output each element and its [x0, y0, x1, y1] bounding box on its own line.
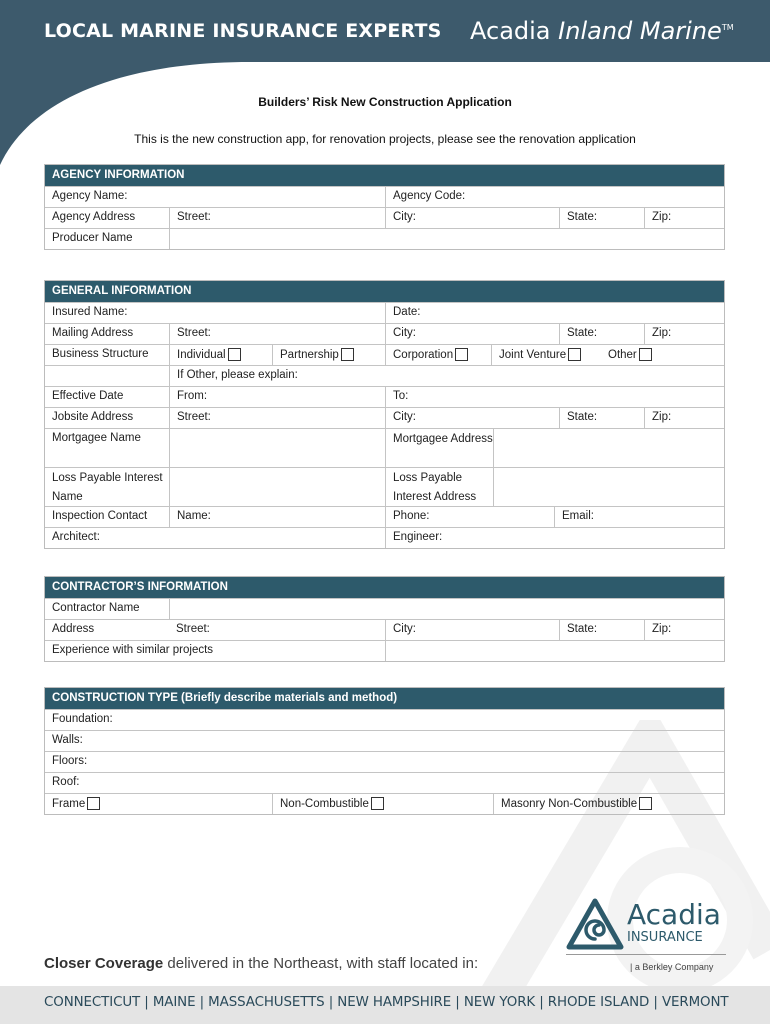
- jobsite-state-field[interactable]: State:: [559, 408, 644, 428]
- loss-payable-name-field[interactable]: [169, 468, 385, 506]
- general-row-business: [45, 344, 724, 365]
- jobsite-city-field[interactable]: City:: [385, 408, 559, 428]
- other-label: Other: [608, 349, 637, 361]
- document-subtitle: This is the new construction app, for renovation projects, please see the renovation application: [134, 132, 636, 146]
- contractor-row-experience: [45, 640, 724, 661]
- date-field[interactable]: Date:: [385, 303, 724, 323]
- agency-street-field[interactable]: Street:: [169, 208, 385, 228]
- corporation-checkbox[interactable]: [455, 348, 468, 361]
- non-combustible-option[interactable]: [272, 794, 493, 814]
- non-combustible-checkbox[interactable]: [371, 797, 384, 810]
- acadia-logo-word: Acadia: [627, 898, 721, 931]
- agency-state-field[interactable]: State:: [559, 208, 644, 228]
- masonry-checkbox[interactable]: [639, 797, 652, 810]
- tagline-rest: delivered in the Northeast, with staff located in:: [163, 955, 479, 972]
- joint-venture-option[interactable]: [491, 345, 601, 365]
- mailing-city-field[interactable]: City:: [385, 324, 559, 344]
- agency-row-producer: [45, 228, 724, 249]
- foundation-field[interactable]: Foundation:: [52, 713, 113, 725]
- engineer-field[interactable]: Engineer:: [385, 528, 724, 548]
- berkley-company-text: | a Berkley Company: [630, 962, 714, 972]
- construction-row-frame: [45, 793, 724, 814]
- general-row-jobsite: [45, 407, 724, 428]
- mortgagee-name-label: Mortgagee Name: [52, 432, 141, 444]
- frame-checkbox[interactable]: [87, 797, 100, 810]
- footer-tagline: [44, 955, 478, 972]
- individual-label: Individual: [177, 349, 226, 361]
- loss-payable-address-field[interactable]: [493, 468, 724, 506]
- partnership-label: Partnership: [280, 349, 339, 361]
- corporation-option[interactable]: [385, 345, 491, 365]
- footer-states: CONNECTICUT | MAINE | MASSACHUSETTS | NEW HAMPSHIRE | NEW YORK | RHODE ISLAND | VERMONT: [44, 995, 729, 1010]
- frame-label: Frame: [52, 798, 86, 810]
- walls-field[interactable]: Walls:: [52, 734, 83, 746]
- inspection-name-field[interactable]: Name:: [169, 507, 385, 527]
- general-header: GENERAL INFORMATION: [45, 281, 724, 302]
- agency-section: [44, 164, 725, 250]
- partnership-option[interactable]: [272, 345, 385, 365]
- jobsite-zip-field[interactable]: Zip:: [644, 408, 724, 428]
- acadia-logo-insurance: INSURANCE: [627, 930, 703, 945]
- brand-word-acadia: Acadia: [470, 17, 551, 45]
- construction-header: CONSTRUCTION TYPE (Briefly describe materials and method): [45, 688, 724, 709]
- logo-divider: [566, 954, 726, 955]
- general-row-effective: [45, 386, 724, 407]
- tagline-bold: Closer Coverage: [44, 955, 164, 972]
- effective-from-field[interactable]: From:: [169, 387, 385, 407]
- roof-field[interactable]: Roof:: [52, 776, 80, 788]
- contractor-street-field[interactable]: Street:: [176, 623, 210, 635]
- construction-row-roof: [45, 772, 724, 793]
- joint-venture-checkbox[interactable]: [568, 348, 581, 361]
- agency-zip-field[interactable]: Zip:: [644, 208, 724, 228]
- experience-field[interactable]: [385, 641, 724, 661]
- contractor-address-label: Address: [52, 623, 95, 635]
- construction-section: [44, 687, 725, 815]
- mailing-street-field[interactable]: Street:: [169, 324, 385, 344]
- document-title: Builders’ Risk New Construction Application: [258, 95, 512, 109]
- contractor-zip-field[interactable]: Zip:: [644, 620, 724, 640]
- mailing-address-label: Mailing Address: [52, 327, 134, 339]
- construction-row-floors: [45, 751, 724, 772]
- other-explain-field[interactable]: If Other, please explain:: [169, 366, 724, 386]
- mortgagee-address-field[interactable]: [493, 429, 724, 467]
- jobsite-address-label: Jobsite Address: [52, 411, 134, 423]
- agency-header: AGENCY INFORMATION: [45, 165, 724, 186]
- general-row-other-explain: [45, 365, 724, 386]
- brand-tm: TM: [721, 23, 734, 32]
- loss-payable-name-label: Loss Payable Interest Name: [52, 472, 163, 503]
- general-row-insured: [45, 302, 724, 323]
- loss-payable-address-label: Loss Payable Interest Address: [385, 468, 493, 506]
- agency-city-field[interactable]: City:: [385, 208, 559, 228]
- insured-name-field[interactable]: Insured Name:: [52, 306, 128, 318]
- general-row-mailing: [45, 323, 724, 344]
- producer-name-label: Producer Name: [52, 232, 133, 244]
- general-section: [44, 280, 725, 549]
- contractor-header: CONTRACTOR’S INFORMATION: [45, 577, 724, 598]
- effective-date-label: Effective Date: [52, 390, 124, 402]
- inspection-contact-label: Inspection Contact: [52, 510, 148, 522]
- business-structure-label: Business Structure: [52, 348, 149, 360]
- floors-field[interactable]: Floors:: [52, 755, 88, 767]
- brand-word-inland-marine: Inland Marine: [558, 17, 722, 45]
- jobsite-street-field[interactable]: Street:: [169, 408, 385, 428]
- contractor-row-address: [45, 619, 724, 640]
- producer-name-field[interactable]: [169, 229, 724, 249]
- non-combustible-label: Non-Combustible: [280, 798, 369, 810]
- inspection-phone-field[interactable]: Phone:: [385, 507, 554, 527]
- general-row-loss-payable: [45, 467, 724, 506]
- construction-row-foundation: [45, 709, 724, 730]
- general-row-architect: [45, 527, 724, 548]
- header-brand-logo: [470, 17, 734, 45]
- agency-address-label: Agency Address: [52, 211, 136, 223]
- inspection-email-field[interactable]: Email:: [554, 507, 724, 527]
- contractor-name-label: Contractor Name: [52, 602, 140, 614]
- individual-checkbox[interactable]: [228, 348, 241, 361]
- masonry-label: Masonry Non-Combustible: [501, 798, 638, 810]
- joint-venture-label: Joint Venture: [499, 349, 567, 361]
- mortgagee-address-label: Mortgagee Address: [385, 429, 493, 467]
- acadia-triangle-icon: [566, 898, 624, 950]
- experience-label: Experience with similar projects: [52, 644, 214, 656]
- contractor-row-name: [45, 598, 724, 619]
- effective-to-field[interactable]: To:: [385, 387, 724, 407]
- frame-option[interactable]: [45, 794, 272, 814]
- corporation-label: Corporation: [393, 349, 454, 361]
- general-row-inspection: [45, 506, 724, 527]
- mailing-state-field[interactable]: State:: [559, 324, 644, 344]
- architect-field[interactable]: Architect:: [52, 531, 100, 543]
- contractor-state-field[interactable]: State:: [559, 620, 644, 640]
- contractor-section: [44, 576, 725, 662]
- other-explain-spacer: [45, 366, 169, 386]
- contractor-name-field[interactable]: [169, 599, 724, 619]
- agency-name-field[interactable]: Agency Name:: [52, 190, 128, 202]
- contractor-city-field[interactable]: City:: [385, 620, 559, 640]
- construction-row-walls: [45, 730, 724, 751]
- individual-option[interactable]: [169, 345, 272, 365]
- other-option[interactable]: [601, 345, 724, 365]
- mailing-zip-field[interactable]: Zip:: [644, 324, 724, 344]
- mortgagee-name-field[interactable]: [169, 429, 385, 467]
- masonry-option[interactable]: [493, 794, 724, 814]
- header-left-title: LOCAL MARINE INSURANCE EXPERTS: [44, 20, 442, 42]
- other-checkbox[interactable]: [639, 348, 652, 361]
- general-row-mortgagee: [45, 428, 724, 467]
- agency-code-field[interactable]: Agency Code:: [385, 187, 724, 207]
- agency-row-name: [45, 186, 724, 207]
- partnership-checkbox[interactable]: [341, 348, 354, 361]
- agency-row-address: [45, 207, 724, 228]
